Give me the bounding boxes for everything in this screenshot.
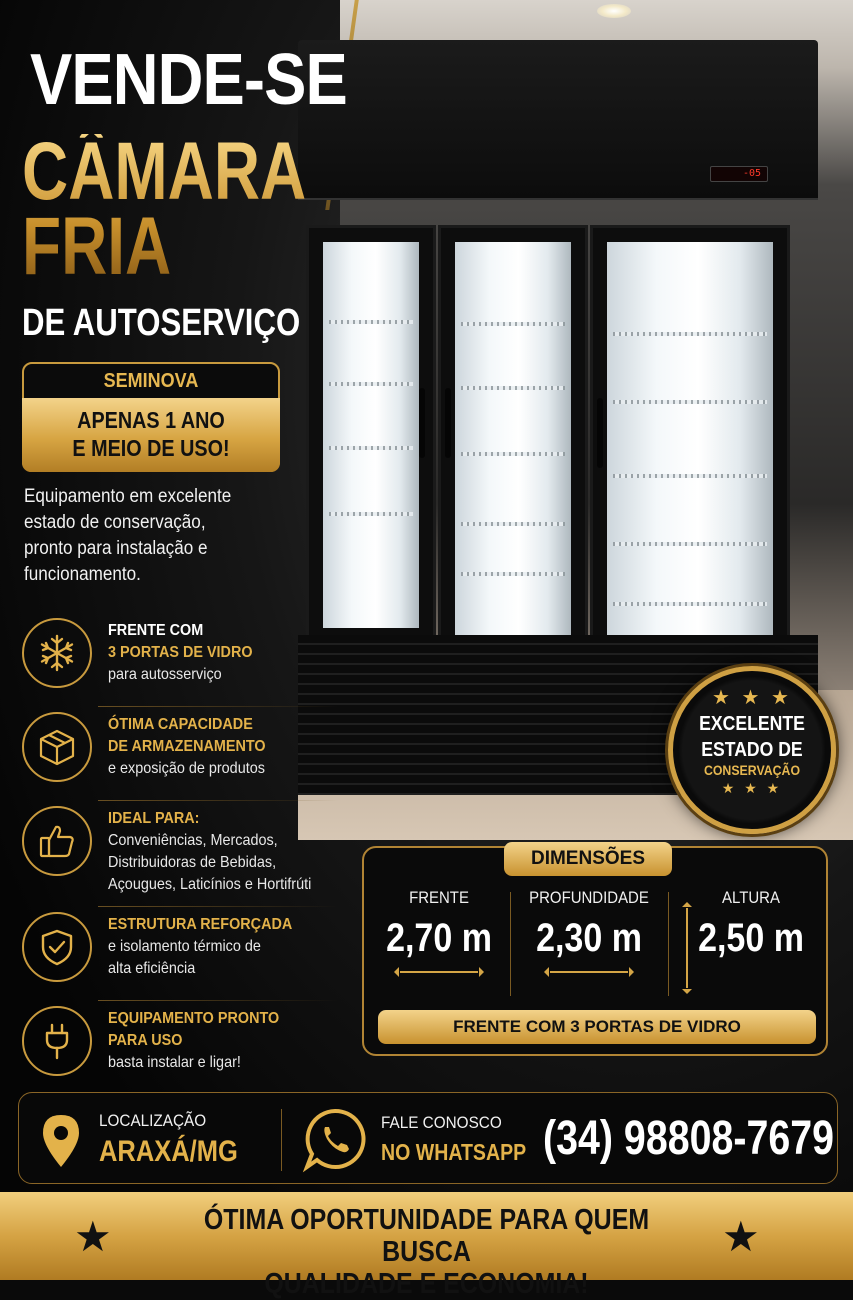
headline-camara: CÂMARA (22, 126, 307, 217)
usage-line-1: APENAS 1 ANO (77, 407, 225, 433)
headline-product (22, 126, 307, 293)
shield-check-icon (22, 912, 92, 982)
star-icon: ★ (722, 1213, 760, 1260)
dimension-front: FRENTE 2,70 m (364, 888, 514, 973)
usage-line-2: E MEIO DE USO! (72, 435, 230, 461)
dimension-depth: PROFUNDIDADE 2,30 m (514, 888, 664, 973)
star-icon: ★ ★ ★ (721, 780, 783, 796)
feature-divider (98, 1000, 338, 1001)
star-icon: ★ (74, 1213, 112, 1260)
contact-bar (18, 1092, 838, 1184)
dimensions-footer: FRENTE COM 3 PORTAS DE VIDRO (378, 1010, 816, 1044)
whatsapp-icon[interactable] (303, 1107, 367, 1176)
usage-strip (22, 398, 280, 472)
dimensions-panel (362, 846, 828, 1056)
fridge-door-right (590, 225, 790, 705)
description-text: Equipamento em excelente estado de conservação, pronto para instalação e funcionamento. (24, 486, 232, 585)
footer-message: ÓTIMA OPORTUNIDADE PARA QUEM BUSCA QUALIDADE E ECONOMIA! (203, 1204, 650, 1300)
dimensions-title: DIMENSÕES (504, 842, 672, 876)
fridge-door-left (306, 225, 436, 645)
phone-number[interactable]: (34) 98808-7679 (543, 1112, 835, 1165)
snowflake-icon (22, 618, 92, 688)
thumbs-up-icon (22, 806, 92, 876)
location-pin-icon (39, 1113, 83, 1174)
condition-seal-badge: ★ ★ ★ EXCELENTE ESTADO DE CONSERVAÇÃO ★ ★ ★ (668, 666, 836, 834)
feature-divider (98, 800, 338, 801)
whatsapp-value: NO WHATSAPP (381, 1139, 527, 1165)
footer-banner (0, 1192, 853, 1300)
headline-vende-se: VENDE-SE (30, 40, 347, 120)
box-icon (22, 712, 92, 782)
fridge-door-middle (438, 225, 588, 665)
condition-box (22, 362, 280, 472)
horizontal-arrow-icon (550, 971, 628, 973)
location-value: ARAXÁ/MG (99, 1135, 238, 1168)
headline-subtitle: DE AUTOSERVIÇO (22, 302, 301, 344)
location-label: LOCALIZAÇÃO (99, 1111, 207, 1130)
ceiling-light (597, 4, 631, 18)
headline-fria: FRIA (22, 201, 172, 293)
plug-icon (22, 1006, 92, 1076)
feature-divider (98, 706, 338, 707)
horizontal-arrow-icon (400, 971, 478, 973)
feature-divider (98, 906, 338, 907)
dimension-height: ALTURA 2,50 m (698, 888, 804, 960)
condition-label: SEMINOVA (103, 370, 199, 392)
temperature-display: -05 (710, 166, 768, 182)
whatsapp-label: FALE CONOSCO (381, 1113, 502, 1132)
star-icon: ★ ★ ★ (712, 687, 792, 709)
